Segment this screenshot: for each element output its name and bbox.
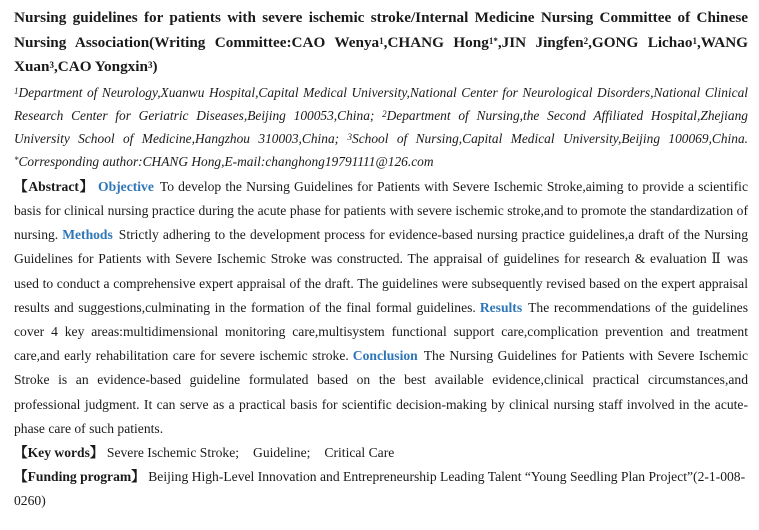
paper-title: Nursing guidelines for patients with severe ischemic stroke/Internal Medicine Nursing Committee of Chinese Nursing Association(Writing Committee:CAO Wenya$^1$,CHANG Hong$^{1*}$,JIN Jingfen$^2$,GONG Lichao$^1$,WANG Xuan$^3$,CAO Yongxin$^3$) [14,9,748,75]
abstract-label: 【Abstract】 [14,178,94,194]
methods-label: Methods [62,227,113,243]
affiliation-2-mark: 2 [382,108,387,119]
author: CHANG Hong$^{1*}$ [387,33,498,51]
funding-label: 【Funding program】 [14,469,145,485]
keyword: Severe Ischemic Stroke; [106,444,240,460]
affiliation-3: School of Nursing,Capital Medical University,Beijing 100069,China. [352,131,748,147]
methods-text: Strictly adhering to the development process for evidence-based nursing practice guidelines,a draft of the Nursing Guidelines for Patients with Severe Ischemic Stroke was constructed. The appraisal of guidelines for research & evaluation Ⅱ was used to conduct a comprehensive expert appraisal of the draft. The guidelines were subsequently revised based on the expert appraisal results and suggestions,culminating in the formation of the final formal guidelines. [14,227,748,315]
results-label: Results [479,299,523,315]
author: GONG Lichao$^1$ [591,33,697,51]
affiliations [14,81,748,174]
author: CAO Wenya$^1$ [291,33,384,51]
keywords-label: 【Key words】 [14,444,104,460]
objective-text: To develop the Nursing Guidelines for Patients with Severe Ischemic Stroke,aiming to provide a scientific basis for clinical nursing practice during the acute phase for patients with severe ischemic stroke,and to promote the standardization of nursing. [14,178,748,243]
funding [14,465,748,513]
corresponding-mark: * [14,155,19,166]
conclusion-text: The Nursing Guidelines for Patients with Severe Ischemic Stroke is an evidence-based guideline formulated based on the best available evidence,clinical practical circumstances,and professional judgment. It can serve as a practical basis for scientific decision-making by clinical nursing staff involved in the acute-phase care of such patients. [14,348,749,436]
paper-abstract-page [14,6,748,514]
conclusion-label: Conclusion [352,348,418,364]
corresponding-author: Corresponding author:CHANG Hong,E-mail:changhong19791111@126.com [18,154,434,170]
author: JIN Jingfen$^2$ [501,33,589,51]
author: WANG Xuan$^3$ [14,33,748,75]
title-main: Nursing guidelines for patients with severe ischemic stroke/Internal Medicine Nursing Committee of Chinese Nursing Association [14,9,748,51]
objective-label: Objective [98,178,154,194]
author: CAO Yongxin$^3$ [57,58,153,75]
affiliation-3-mark: 3 [347,132,352,143]
results-text: The recommendations of the guidelines cover 4 key areas:multidimensional monitoring care,multisystem functional support care,complication prevention and treatment care,and early rehabilitation care for severe ischemic stroke. [14,299,748,364]
keyword: Guideline; [253,444,311,460]
keywords [14,441,748,465]
abstract [14,175,748,441]
committee-open: (Writing Committee: [149,33,292,51]
affiliation-2: Department of Nursing,the Second Affiliated Hospital,Zhejiang University School of Medicine,Hangzhou 310003,China; [14,107,748,147]
committee-close: ) [152,58,158,75]
affiliation-1-mark: 1 [14,85,19,96]
affiliation-1: Department of Neurology,Xuanwu Hospital,Capital Medical University,National Center for Neurological Disorders,National Clinical Research Center for Geriatric Diseases,Beijing 100053,China; [14,84,748,123]
keyword: Critical Care [324,444,395,460]
funding-text: Beijing High-Level Innovation and Entrepreneurship Leading Talent “Young Seedling Plan Project”(2-1-008-0260) [14,469,746,509]
